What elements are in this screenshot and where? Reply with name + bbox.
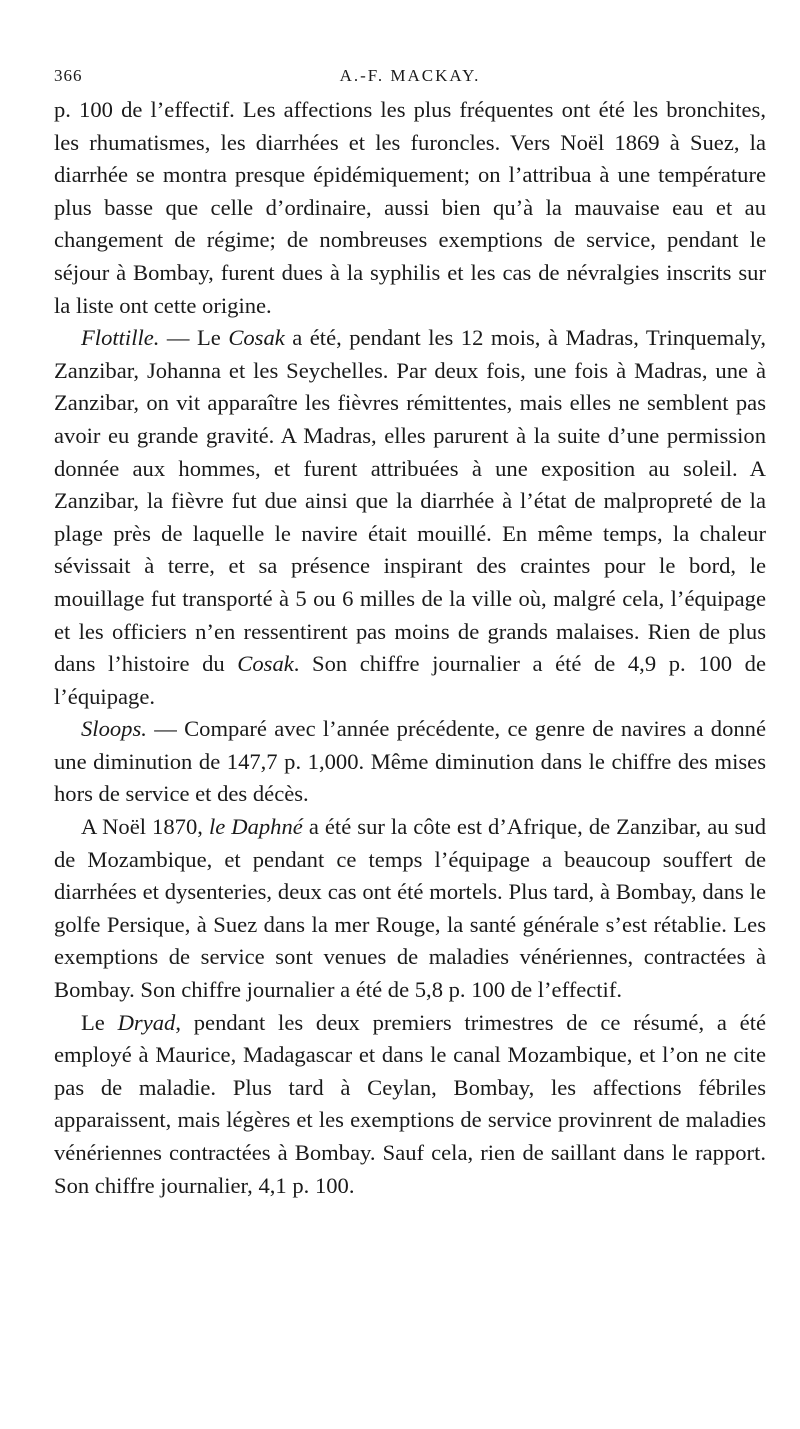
italic-text: Flottille. — [81, 325, 160, 351]
italic-text: Sloops. — [81, 716, 147, 742]
book-page — [54, 66, 766, 1202]
text-run: a été, pendant les 12 mois, à Madras, Trinquemaly, Zanzibar, Johanna et les Seychelles. Par deux fois, une fois à Madras, une à Zanzibar, on vit apparaître les fièvres rémittentes, mais elles ne semblent pas avoir eu grande gravité. A Madras, elles parurent à la suite d’une permission donnée aux hommes, et furent attribuées à une exposition au soleil. A Zanzibar, la fièvre fut due ainsi que la diarrhée à l’état de malpropreté de la plage près de laquelle le navire était mouillé. En même temps, la chaleur sévissait à terre, et sa présence inspirant des craintes pour le bord, le mouillage fut transporté à 5 ou 6 milles de la ville où, malgré cela, l’équipage et les officiers n’en ressentirent pas moins de grands malaises. Rien de plus dans l’histoire du — [54, 325, 766, 677]
running-header — [54, 66, 766, 94]
text-run: — Comparé avec l’année précédente, ce genre de navires a donné une diminution de 147,7 p. 1,000. Même diminution dans le chiffre des mises hors de service et des décès. — [54, 716, 766, 807]
running-title: A.-F. MACKAY. — [339, 66, 481, 85]
text-run: , pendant les deux premiers trimestres de ce résumé, a été employé à Maurice, Madagascar et dans le canal Mozambique, et l’on ne cite pas de maladie. Plus tard à Ceylan, Bombay, les affections fébriles apparaissent, mais légères et les exemptions de service provinrent de maladies vénériennes contractées à Bombay. Sauf cela, rien de saillant dans le rapport. Son chiffre journalier, 4,1 p. 100. — [54, 1009, 766, 1198]
italic-text: Dryad — [117, 1009, 176, 1035]
text-run: a été sur la côte est d’Afrique, de Zanzibar, au sud de Mozambique, et pendant ce temps l’équipage a beaucoup souffert de diarrhées et dysenteries, deux cas ont été mortels. Plus tard, à Bombay, dans le golfe Persique, à Suez dans la mer Rouge, la santé générale s’est rétablie. Les exemptions de service sont venues de maladies vénériennes, contractées à Bombay. Son chiffre journalier a été de 5,8 p. 100 de l’effectif. — [54, 814, 766, 1003]
text-run: Le — [81, 1009, 118, 1035]
paragraph — [54, 811, 766, 1007]
italic-text: le Daphné — [208, 814, 303, 840]
text-run: A Noël 1870, — [81, 814, 209, 840]
italic-text: Cosak — [237, 651, 294, 677]
italic-text: Cosak — [228, 325, 285, 351]
paragraph — [54, 713, 766, 811]
text-run: p. 100 de l’effectif. Les affections les plus fréquentes ont été les bronchites, les rhumatismes, les diarrhées et les furoncles. Vers Noël 1869 à Suez, la diarrhée se montra presque épidémiquement; on l’attribua à une température plus basse que celle d’ordinaire, aussi bien qu’à la mauvaise eau et au changement de régime; de nombreuses exemptions de service, pendant le séjour à Bombay, furent dues à la syphilis et les cas de névralgies inscrits sur la liste ont cette origine. — [54, 97, 766, 318]
text-run: — Le — [159, 325, 229, 351]
paragraph — [54, 322, 766, 713]
paragraph — [54, 1007, 766, 1203]
page-number: 366 — [54, 66, 83, 85]
body-text — [54, 94, 766, 1202]
text-run: . Son chiffre journalier a été de 4,9 p. 100 de l’équipage. — [54, 651, 766, 709]
paragraph — [54, 94, 766, 322]
